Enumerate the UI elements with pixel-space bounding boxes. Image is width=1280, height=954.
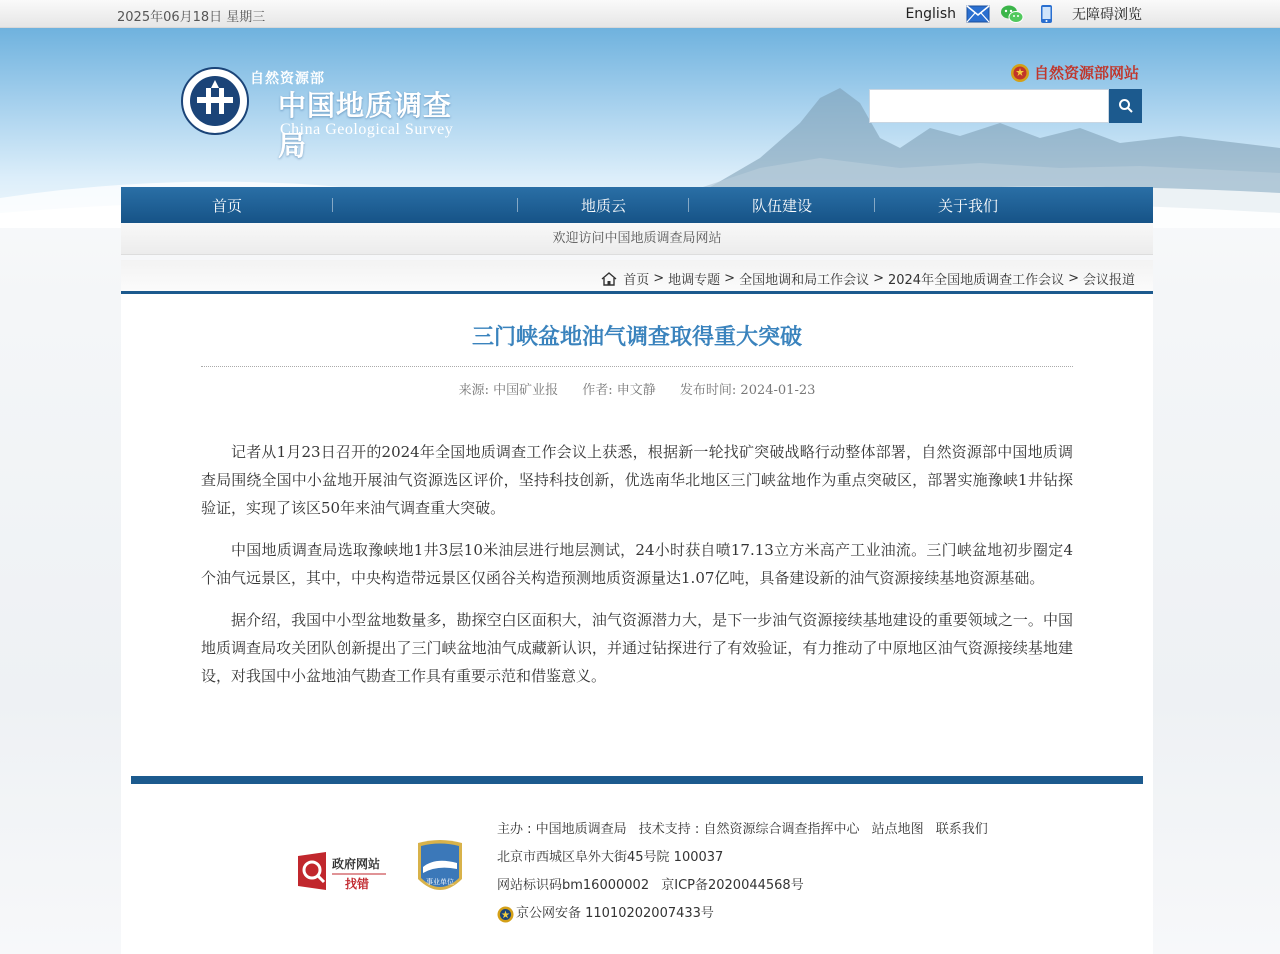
nav-home[interactable]: 首页	[121, 187, 333, 223]
footer-row-1	[497, 816, 996, 844]
footer-host: 主办 : 中国地质调查局	[497, 822, 627, 837]
footer-info	[497, 816, 996, 928]
police-badge-icon	[497, 906, 514, 923]
breadcrumb-separator: >	[873, 271, 884, 286]
footer-row-3	[497, 872, 996, 900]
wechat-icon[interactable]	[1000, 4, 1024, 24]
english-link[interactable]: English	[905, 6, 956, 22]
breadcrumb-item[interactable]: 全国地调和局工作会议	[739, 273, 870, 288]
contact-link[interactable]: 联系我们	[935, 822, 988, 837]
logo-subtitle: 自然资源部	[250, 71, 325, 87]
national-emblem-icon	[1010, 63, 1030, 83]
top-bar	[0, 0, 1280, 28]
main-nav	[121, 187, 1153, 223]
article-paragraph: 记者从1月23日召开的2024年全国地质调查工作会议上获悉，根据新一轮找矿突破战略行动整体部署，自然资源部中国地质调查局围绕全国中小盆地开展油气资源选区评价，坚持科技创新，优选南华北地区三门峡盆地作为重点突破区，部署实施豫峡1井钻探验证，实现了该区50年来油气调查重大突破。	[201, 443, 1073, 517]
breadcrumb-bar	[121, 260, 1153, 294]
current-date: 2025年06月18日 星期三	[117, 10, 266, 25]
article-title: 三门峡盆地油气调查取得重大突破	[471, 324, 802, 350]
accessibility-link[interactable]: 无障碍浏览	[1072, 7, 1142, 23]
mail-icon[interactable]	[966, 4, 990, 24]
article-body	[201, 438, 1073, 704]
breadcrumb-item[interactable]: 会议报道	[1082, 273, 1135, 288]
breadcrumb-separator: >	[1068, 271, 1079, 286]
article-author: 作者: 申文静	[582, 383, 656, 398]
nav-team[interactable]: 队伍建设	[689, 187, 875, 223]
footer-address: 北京市西城区阜外大街45号院 100037	[497, 850, 724, 865]
search-icon	[1118, 98, 1134, 114]
unit-badge-label: 事业单位	[426, 878, 454, 886]
sitemap-link[interactable]: 站点地图	[871, 822, 924, 837]
footer-support: 技术支持 : 自然资源综合调查指挥中心	[638, 822, 860, 837]
site-logo[interactable]	[180, 66, 480, 162]
footer-site-id: 网站标识码bm16000002	[497, 878, 650, 893]
icp-link[interactable]: 京ICP备2020044568号	[661, 878, 804, 893]
article-paragraph: 据介绍，我国中小型盆地数量多，勘探空白区面积大，油气资源潜力大，是下一步油气资源接续基地建设的重要领域之一。中国地质调查局攻关团队创新提出了三门峡盆地油气成藏新认识，并通过钻探进行了有效验证，有力推动了中原地区油气资源接续基地建设，对我国中小盆地油气勘查工作具有重要示范和借鉴意义。	[201, 611, 1073, 685]
footer	[121, 784, 1153, 954]
nav-item-2[interactable]	[333, 187, 518, 223]
breadcrumb-item[interactable]: 首页	[623, 273, 650, 288]
mobile-icon[interactable]	[1034, 4, 1058, 24]
title-divider	[201, 366, 1073, 367]
police-record-link[interactable]: 京公网安备 11010202007433号	[516, 906, 714, 921]
breadcrumb-item[interactable]: 2024年全国地质调查工作会议	[887, 273, 1065, 288]
article-source: 来源: 中国矿业报	[458, 383, 559, 398]
home-icon	[601, 272, 617, 286]
breadcrumb	[601, 269, 1135, 288]
article-paragraph: 中国地质调查局选取豫峡地1井3层10米油层进行地层测试，24小时获自喷17.13立方米高产工业油流。三门峡盆地初步圈定4个油气远景区，其中，中央构造带远景区仅函谷关构造预测地质资源量达1.07亿吨，具备建设新的油气资源接续基地资源基础。	[201, 541, 1073, 587]
footer-divider	[131, 776, 1143, 784]
mnr-website-link[interactable]	[1010, 62, 1139, 83]
search-button[interactable]	[1109, 89, 1142, 123]
gov-badge-line1: 政府网站	[332, 857, 381, 871]
article-date: 发布时间: 2024-01-23	[679, 383, 816, 398]
public-institution-badge[interactable]	[415, 839, 465, 899]
breadcrumb-item[interactable]: 地调专题	[668, 273, 721, 288]
breadcrumb-separator: >	[653, 271, 665, 286]
search-box	[869, 89, 1142, 123]
breadcrumb-separator: >	[724, 271, 736, 286]
search-input[interactable]	[869, 89, 1109, 123]
logo-title: 中国地质调查局	[278, 89, 453, 162]
gov-badge-line2: 找错	[345, 877, 370, 891]
nav-geocloud[interactable]: 地质云	[518, 187, 689, 223]
footer-police-row	[497, 900, 996, 928]
gov-website-error-badge[interactable]	[296, 848, 388, 894]
top-links	[905, 4, 1142, 24]
cgs-seal-icon	[180, 66, 250, 136]
welcome-bar: 欢迎访问中国地质调查局网站	[121, 223, 1153, 255]
article-meta	[201, 379, 1073, 398]
logo-english: China Geological Survey	[280, 121, 454, 138]
mnr-link-label: 自然资源部网站	[1034, 64, 1140, 82]
nav-about[interactable]: 关于我们	[937, 196, 998, 215]
